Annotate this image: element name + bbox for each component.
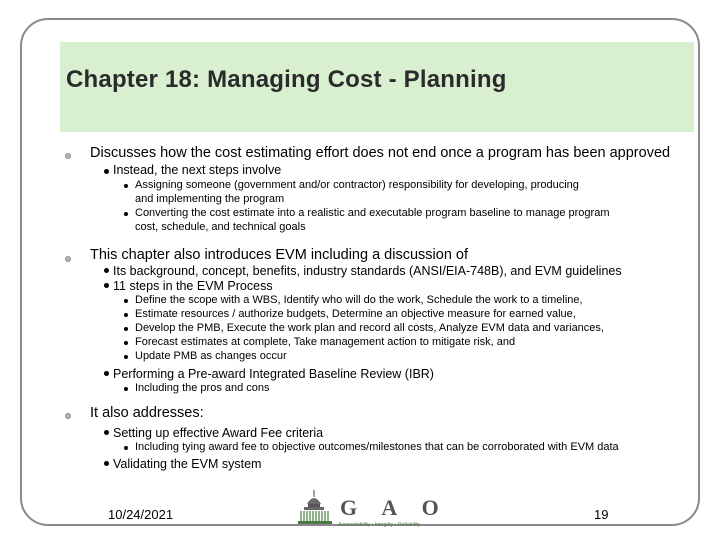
sub-bullet-icon [104,461,109,466]
bullet-1-text: Discusses how the cost estimating effort does not end once a program has been approved [90,145,671,161]
bullet-1-sub-1: Instead, the next steps involve [113,163,282,177]
sub-bullet-icon [104,268,109,273]
bullet-3-sub-1: Setting up effective Award Fee criteria [113,426,324,440]
bullet-2-sub-3: Performing a Pre-award Integrated Baseline Review (IBR) [113,367,434,381]
bullet-3-sub-1a: Including tying award fee to objective outcomes/milestones that can be corroborated with EVM data [135,441,619,453]
gao-logo [296,488,449,530]
sub-sub-bullet-icon [124,313,128,317]
bullet-1-sub-1b-line1: Converting the cost estimate into a realistic and executable program baseline to manage program [135,207,610,219]
bullet-icon [65,153,71,159]
evm-step: Define the scope with a WBS, Identify who will do the work, Schedule the work to a timeline, [135,294,583,306]
evm-step: Develop the PMB, Execute the work plan and record all costs, Analyze EVM data and variances, [135,322,604,334]
bullet-2-sub-1: Its background, concept, benefits, industry standards (ANSI/EIA-748B), and EVM guidelines [113,264,622,278]
bullet-1-sub-1b-line2: cost, schedule, and technical goals [135,221,306,233]
sub-bullet-icon [104,169,109,174]
sub-bullet-icon [104,371,109,376]
sub-sub-bullet-icon [124,387,128,391]
page-number: 19 [594,507,609,522]
bullet-2-text: This chapter also introduces EVM including a discussion of [90,247,468,263]
sub-bullet-icon [104,283,109,288]
bullet-2-sub-3a: Including the pros and cons [135,382,270,394]
evm-step: Update PMB as changes occur [135,350,287,362]
slide-date: 10/24/2021 [108,507,174,522]
sub-sub-bullet-icon [124,341,128,345]
sub-sub-bullet-icon [124,184,128,188]
bullet-3-sub-2: Validating the EVM system [113,457,262,471]
bullet-icon [65,256,71,262]
sub-sub-bullet-icon [124,355,128,359]
logo-tagline: Accountability • Integrity • Reliability [338,522,421,528]
bullet-1-sub-1a-line1: Assigning someone (government and/or contractor) responsibility for developing, producing [135,179,579,191]
bullet-3-text: It also addresses: [90,405,204,421]
sub-sub-bullet-icon [124,212,128,216]
bullet-2-sub-2: 11 steps in the EVM Process [113,279,273,293]
slide-title: Chapter 18: Managing Cost - Planning [66,66,507,93]
sub-bullet-icon [104,430,109,435]
bullet-icon [65,413,71,419]
evm-step: Forecast estimates at complete, Take management action to mitigate risk, and [135,336,516,348]
bullet-1-sub-1a-line2: and implementing the program [135,193,285,205]
capitol-dome-icon [298,490,332,524]
sub-sub-bullet-icon [124,446,128,450]
sub-sub-bullet-icon [124,327,128,331]
evm-step: Estimate resources / authorize budgets, Determine an objective measure for earned value, [135,308,576,320]
sub-sub-bullet-icon [124,299,128,303]
logo-text: G A O [340,495,449,520]
